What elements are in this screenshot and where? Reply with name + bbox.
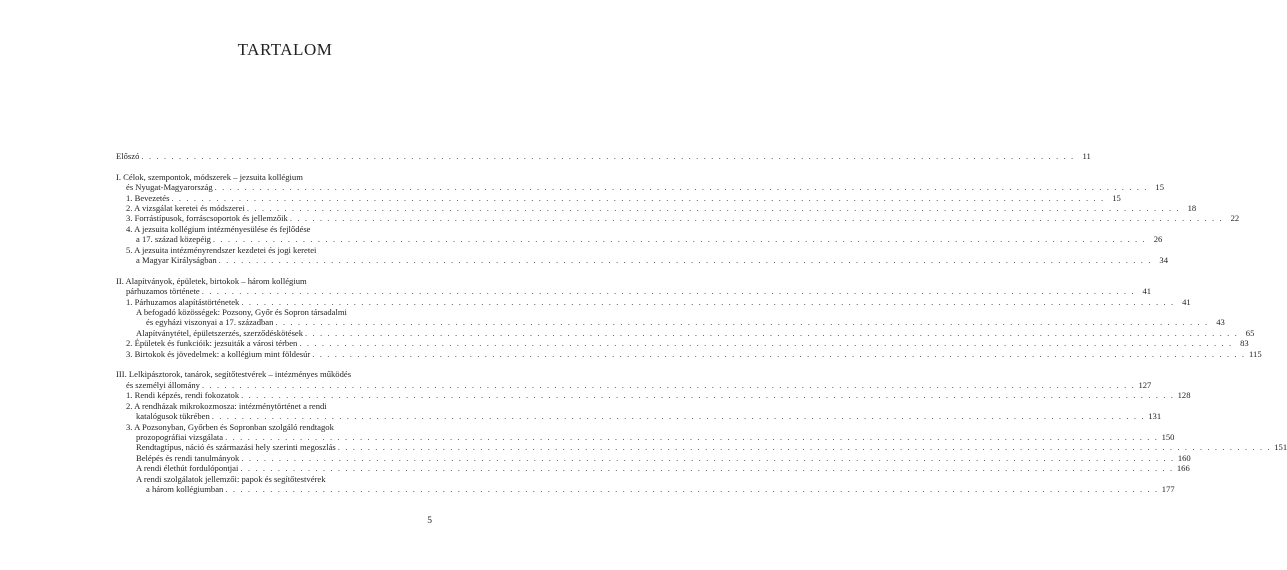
toc-page-number: 15 <box>1112 192 1121 203</box>
toc-entry-row <box>116 411 1162 422</box>
toc-page-number: 128 <box>1177 390 1191 401</box>
toc-page-number: 150 <box>1161 431 1175 442</box>
dot-leader <box>223 432 1160 442</box>
toc-page-number: 151 <box>1274 442 1287 453</box>
toc-entry-title: és Nyugat-Magyarország <box>126 182 213 193</box>
page-number: 5 <box>427 516 432 526</box>
toc-entry-line: A befogadó közösségek: Pozsony, Győr és Sopron társadalmi <box>136 307 347 318</box>
table-of-contents <box>116 151 1287 494</box>
toc-page-number: 34 <box>1159 255 1169 266</box>
dot-leader <box>297 338 1234 348</box>
toc-entry-row <box>116 483 1175 494</box>
page-title: TARTALOM <box>237 40 333 59</box>
toc-entry-title: és egyházi viszonyai a 17. században <box>146 317 274 328</box>
toc-entry-row <box>116 203 1197 214</box>
toc-entry-row <box>116 348 1262 359</box>
dot-leader <box>211 234 1148 244</box>
toc-entry-title: 1. Párhuzamos alapítástörténetek <box>126 296 240 307</box>
toc-page-number: 160 <box>1177 452 1191 463</box>
toc-entry-row <box>116 182 1164 193</box>
toc-entry-row <box>116 390 1191 401</box>
toc-entry-title: katalógusok tükrében <box>136 411 210 422</box>
toc-entry-line: III. Lelkipásztorok, tanárok, segítőtestvérek – intézményes működés <box>116 369 352 380</box>
dot-leader <box>238 463 1175 473</box>
toc-entry[interactable] <box>116 151 1091 161</box>
dot-leader <box>239 453 1176 463</box>
toc-entry[interactable] <box>116 473 1175 495</box>
dot-leader <box>303 328 1240 338</box>
toc-entry[interactable] <box>116 442 1287 453</box>
toc-page-number: 65 <box>1245 327 1255 338</box>
toc-entry-title: Alapítványtétel, épületszerzés, szerződéskötések <box>136 327 304 338</box>
toc-entry-row <box>116 338 1249 349</box>
toc-entry-title: a 17. század közepéig <box>136 234 211 245</box>
dot-leader <box>310 349 1247 359</box>
toc-entry[interactable] <box>116 223 1163 245</box>
toc-entry-title: Rendtagtípus, náció és származási hely szerinti megoszlás <box>136 442 336 453</box>
toc-entry[interactable] <box>116 275 1152 297</box>
toc-entry-title: prozopográfiai vizsgálata <box>136 431 224 442</box>
toc-entry[interactable] <box>116 400 1162 422</box>
toc-page-number: 11 <box>1082 151 1091 161</box>
toc-entry[interactable] <box>116 452 1191 463</box>
toc-entry-row <box>116 442 1287 453</box>
dot-leader <box>210 411 1147 421</box>
toc-entry-title: 2. A vizsgálat keretei és módszerei <box>126 203 245 214</box>
toc-page-number: 115 <box>1249 348 1262 359</box>
toc-entry[interactable] <box>116 390 1191 401</box>
toc-entry-title: 1. Rendi képzés, rendi fokozatok <box>126 390 240 401</box>
toc-entry-line: 4. A jezsuita kollégium intézményesülése és fejlődése <box>126 223 311 234</box>
toc-entry-line: I. Célok, szempontok, módszerek – jezsuita kollégium <box>116 171 303 182</box>
toc-entry-title: A rendi élethút fordulópontjai <box>136 463 239 474</box>
toc-entry-title: Előszó <box>116 151 140 161</box>
dot-leader <box>200 380 1137 390</box>
dot-leader <box>217 255 1154 265</box>
toc-entry[interactable] <box>116 244 1169 266</box>
toc-page-number: 177 <box>1161 483 1175 494</box>
toc-entry-line: 2. A rendházak mikrokozmosza: intézménytörténet a rendi <box>126 400 327 411</box>
section-gap <box>116 359 429 369</box>
toc-entry[interactable] <box>116 307 1225 328</box>
toc-entry-row <box>116 463 1190 474</box>
toc-entry[interactable] <box>116 348 1262 359</box>
toc-entry[interactable] <box>116 421 1175 443</box>
toc-entry-line: A rendi szolgálatok jellemzői: papok és segítőtestvérek <box>136 473 326 484</box>
toc-entry[interactable] <box>116 192 1121 203</box>
dot-leader <box>169 193 1106 203</box>
dot-leader <box>139 151 1076 161</box>
toc-entry-title: a három kollégiumban <box>146 483 224 494</box>
toc-entry[interactable] <box>116 327 1255 338</box>
toc-entry-row <box>116 431 1175 442</box>
dot-leader <box>288 213 1225 223</box>
toc-entry-row <box>116 192 1121 203</box>
toc-entry-row <box>116 213 1240 224</box>
toc-entry-line: II. Alapítványok, épületek, birtokok – három kollégium <box>116 275 307 286</box>
toc-page-number: 22 <box>1230 213 1240 224</box>
toc-page-number: 127 <box>1138 379 1152 390</box>
toc-entry-row <box>116 234 1163 245</box>
toc-entry-row <box>116 452 1191 463</box>
toc-entry[interactable] <box>116 213 1240 224</box>
toc-entry-line: 3. A Pozsonyban, Győrben és Sopronban szolgáló rendtagok <box>126 421 334 432</box>
toc-entry-title: Belépés és rendi tanulmányok <box>136 452 240 463</box>
dot-leader <box>239 390 1176 400</box>
toc-entry[interactable] <box>116 203 1197 214</box>
toc-entry-row <box>116 255 1169 266</box>
toc-entry[interactable] <box>116 338 1249 349</box>
toc-entry[interactable] <box>116 369 1152 390</box>
toc-page-number: 83 <box>1240 338 1249 349</box>
toc-page-number: 166 <box>1176 463 1190 474</box>
dot-leader <box>200 286 1137 296</box>
dot-leader <box>213 182 1150 192</box>
toc-entry-row <box>116 151 1091 161</box>
toc-entry-title: 1. Bevezetés <box>126 192 170 203</box>
toc-page-number: 41 <box>1142 286 1152 297</box>
toc-entry-title: a Magyar Királyságban <box>136 255 217 266</box>
toc-entry-title: és személyi állomány <box>126 379 200 390</box>
toc-page-number: 18 <box>1187 203 1197 214</box>
toc-entry-row <box>116 296 1191 307</box>
toc-entry-title: párhuzamos története <box>126 286 200 297</box>
toc-entry-title: 3. Forrástípusok, forráscsoportok és jellemzőik <box>126 213 288 224</box>
toc-entry-line: 5. A jezsuita intézményrendszer kezdetei és jogi keretei <box>126 244 317 255</box>
toc-entry-row <box>116 379 1152 390</box>
dot-leader <box>245 203 1182 213</box>
section-gap <box>116 161 429 171</box>
toc-page-number: 131 <box>1148 411 1162 422</box>
toc-entry[interactable] <box>116 463 1190 474</box>
toc-page-number: 41 <box>1182 296 1191 307</box>
toc-entry-row <box>116 286 1152 297</box>
dot-leader <box>239 297 1176 307</box>
toc-entry-row <box>116 317 1225 328</box>
toc-entry[interactable] <box>116 296 1191 307</box>
dot-leader <box>223 484 1160 494</box>
toc-page-number: 43 <box>1216 317 1225 328</box>
toc-entry-title: 2. Épületek és funkcióik: jezsuiták a városi térben <box>126 338 298 349</box>
toc-page-number: 15 <box>1155 182 1164 193</box>
dot-leader <box>273 317 1210 327</box>
toc-page-number: 26 <box>1153 234 1163 245</box>
toc-entry[interactable] <box>116 171 1164 193</box>
dot-leader <box>336 442 1273 452</box>
toc-entry-title: 3. Birtokok és jövedelmek: a kollégium mint földesúr <box>126 348 311 359</box>
section-gap <box>116 265 429 275</box>
toc-entry-row <box>116 327 1255 338</box>
